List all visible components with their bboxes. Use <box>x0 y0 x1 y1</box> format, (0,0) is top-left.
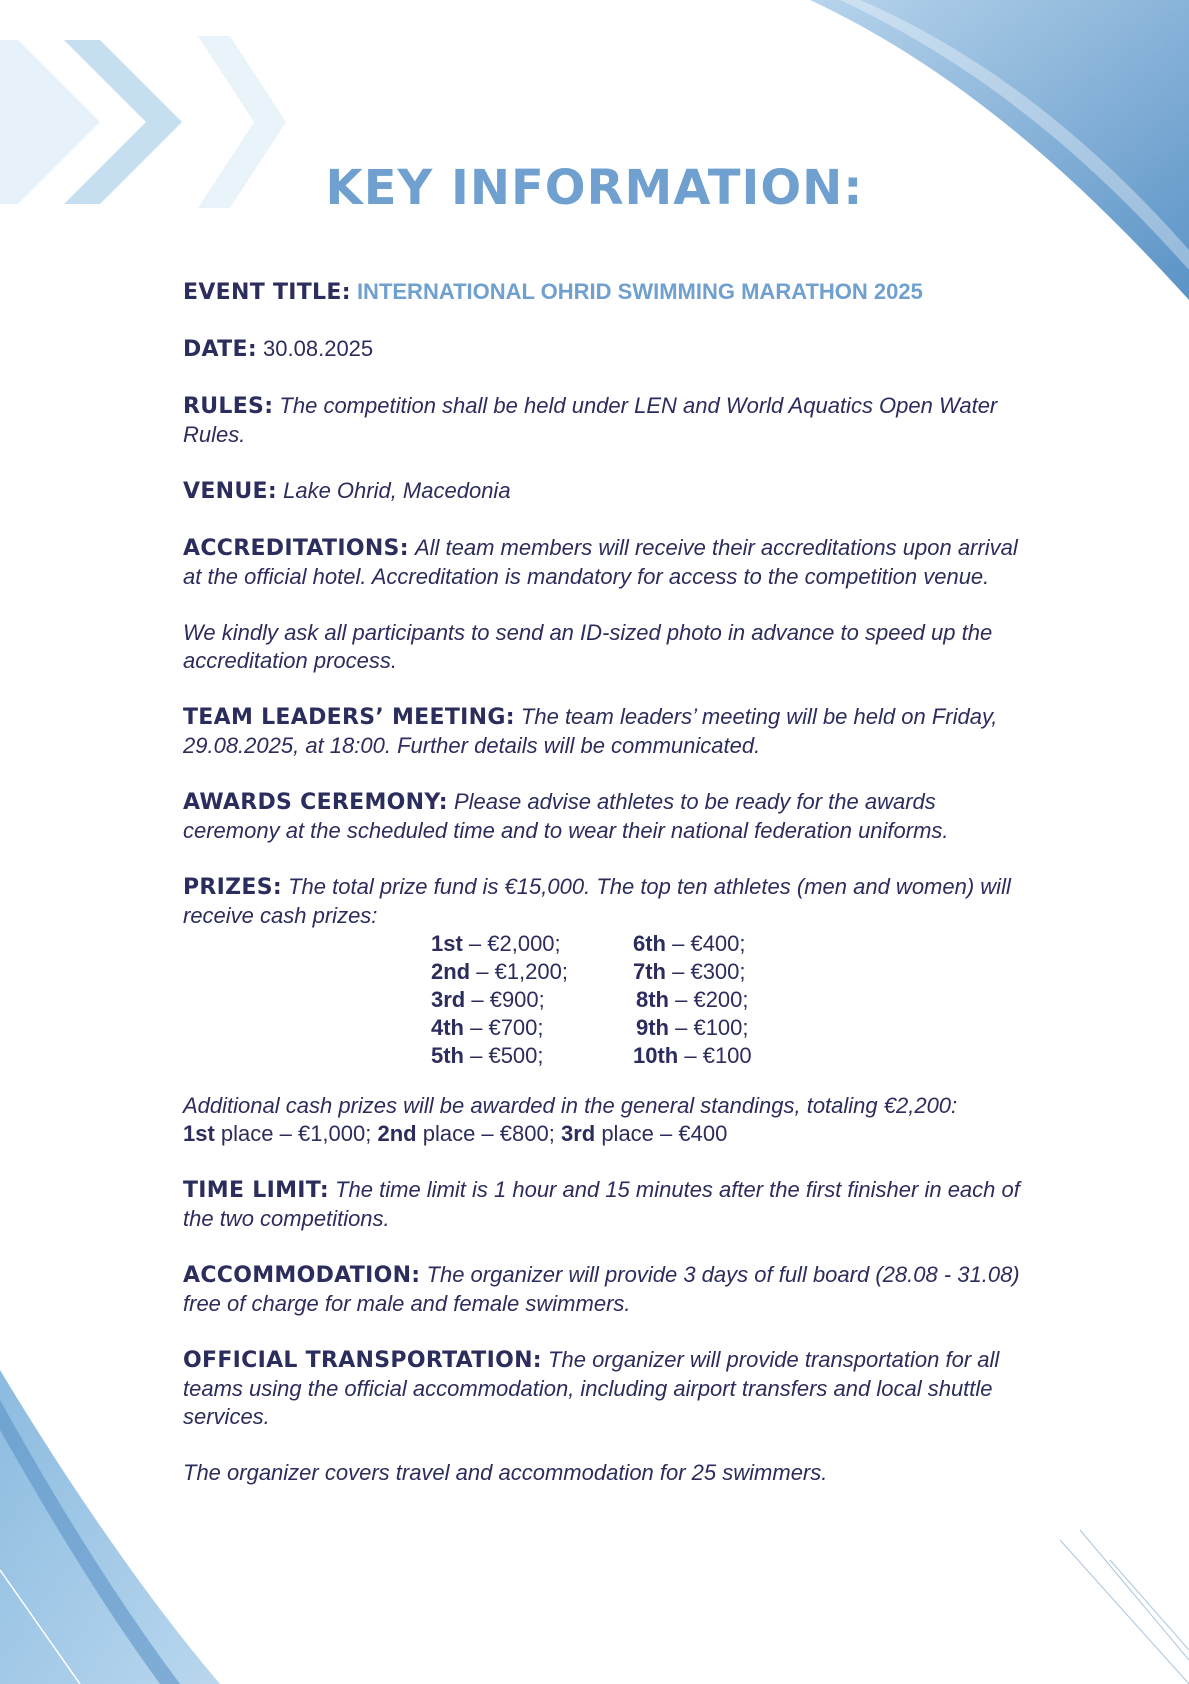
transport-label: OFFICIAL TRANSPORTATION: <box>183 1348 542 1373</box>
general-amount: place – €800; <box>416 1121 561 1146</box>
prize-place: 2nd <box>431 959 471 984</box>
prize-amount: – €1,200; <box>470 959 568 984</box>
meeting-line <box>183 703 1023 760</box>
accreditations-text: All team members will receive their accreditations upon arrival at the official hotel. Accreditation is mandatory for access to the competition venue. <box>183 535 1018 589</box>
prize-place: 7th <box>633 959 666 984</box>
prize-place: 5th <box>431 1043 464 1068</box>
top-right-swoosh <box>810 0 1189 300</box>
prize-place: 9th <box>636 1015 669 1040</box>
prizes-line <box>183 873 1023 930</box>
awards-text: Please advise athletes to be ready for the awards ceremony at the scheduled time and to wear their national federation uniforms. <box>183 789 949 843</box>
prize-place: 10th <box>633 1043 679 1068</box>
venue-label: VENUE: <box>183 479 277 504</box>
info-content <box>183 278 1023 1515</box>
time-limit-text: The time limit is 1 hour and 15 minutes after the first finisher in each of the two competitions. <box>183 1177 1020 1231</box>
venue-line <box>183 477 1023 506</box>
time-limit-label: TIME LIMIT: <box>183 1178 329 1203</box>
page-title: KEY INFORMATION: <box>325 160 864 216</box>
accreditations-label: ACCREDITATIONS: <box>183 536 409 561</box>
prize-item <box>431 958 633 986</box>
prize-item <box>431 1042 633 1070</box>
rules-label: RULES: <box>183 394 274 419</box>
prize-amount: – €900; <box>465 987 545 1012</box>
prize-item <box>431 1014 633 1042</box>
prize-amount: – €200; <box>669 987 749 1012</box>
event-title-line <box>183 278 1023 307</box>
event-title-value: INTERNATIONAL OHRID SWIMMING MARATHON 2025 <box>356 279 923 304</box>
accommodation-line <box>183 1261 1023 1318</box>
prize-amount: – €500; <box>464 1043 544 1068</box>
prize-item <box>431 930 633 958</box>
prize-item <box>633 930 813 958</box>
date-label: DATE: <box>183 337 257 362</box>
transport-note: The organizer covers travel and accommodation for 25 swimmers. <box>183 1460 828 1485</box>
accommodation-text: The organizer will provide 3 days of full board (28.08 - 31.08) free of charge for male and female swimmers. <box>183 1262 1020 1316</box>
general-place: 1st <box>183 1121 215 1146</box>
transport-text: The organizer will provide transportation for all teams using the official accommodation, including airport transfers and local shuttle services. <box>183 1347 1000 1429</box>
date-line <box>183 335 1023 364</box>
awards-label: AWARDS CEREMONY: <box>183 790 448 815</box>
awards-line <box>183 788 1023 845</box>
transport-line <box>183 1346 1023 1431</box>
meeting-label: TEAM LEADERS’ MEETING: <box>183 705 515 730</box>
prize-place: 3rd <box>431 987 466 1012</box>
general-place: 3rd <box>560 1121 596 1146</box>
additional-prizes-text: Additional cash prizes will be awarded in the general standings, totaling €2,200: <box>183 1093 958 1118</box>
prize-place: 4th <box>431 1015 464 1040</box>
prize-amount: – €400; <box>666 931 746 956</box>
event-title-label: EVENT TITLE: <box>183 280 351 305</box>
accreditations-note: We kindly ask all participants to send an ID-sized photo in advance to speed up the accreditation process. <box>183 620 993 673</box>
accommodation-label: ACCOMMODATION: <box>183 1263 421 1288</box>
prize-place: 8th <box>636 987 669 1012</box>
prize-item <box>633 958 813 986</box>
prize-amount: – €2,000; <box>462 931 561 956</box>
prize-amount: – €100 <box>678 1043 752 1068</box>
bottom-right-lines <box>1060 1530 1189 1684</box>
prize-item <box>431 986 633 1014</box>
general-amount: place – €400 <box>595 1121 728 1146</box>
prizes-list <box>431 930 1023 1070</box>
rules-line <box>183 392 1023 449</box>
prize-place: 1st <box>431 931 463 956</box>
venue-text: Lake Ohrid, Macedonia <box>283 478 511 503</box>
prizes-text: The total prize fund is €15,000. The top ten athletes (men and women) will receive cash prizes: <box>183 874 1011 928</box>
prize-amount: – €100; <box>669 1015 749 1040</box>
prize-item <box>633 1042 813 1070</box>
prize-place: 6th <box>633 931 666 956</box>
general-place: 2nd <box>377 1121 417 1146</box>
time-limit-line <box>183 1176 1023 1233</box>
prize-item <box>633 1014 813 1042</box>
prizes-label: PRIZES: <box>183 875 282 900</box>
additional-prizes <box>183 1092 1023 1148</box>
accreditations-line <box>183 534 1023 591</box>
date-value: 30.08.2025 <box>263 336 374 361</box>
prize-amount: – €300; <box>666 959 746 984</box>
prize-item <box>633 986 813 1014</box>
rules-text: The competition shall be held under LEN and World Aquatics Open Water Rules. <box>183 393 998 447</box>
meeting-text: The team leaders’ meeting will be held on Friday, 29.08.2025, at 18:00. Further details will be communicated. <box>183 704 998 758</box>
prize-amount: – €700; <box>464 1015 544 1040</box>
general-amount: place – €1,000; <box>214 1121 378 1146</box>
